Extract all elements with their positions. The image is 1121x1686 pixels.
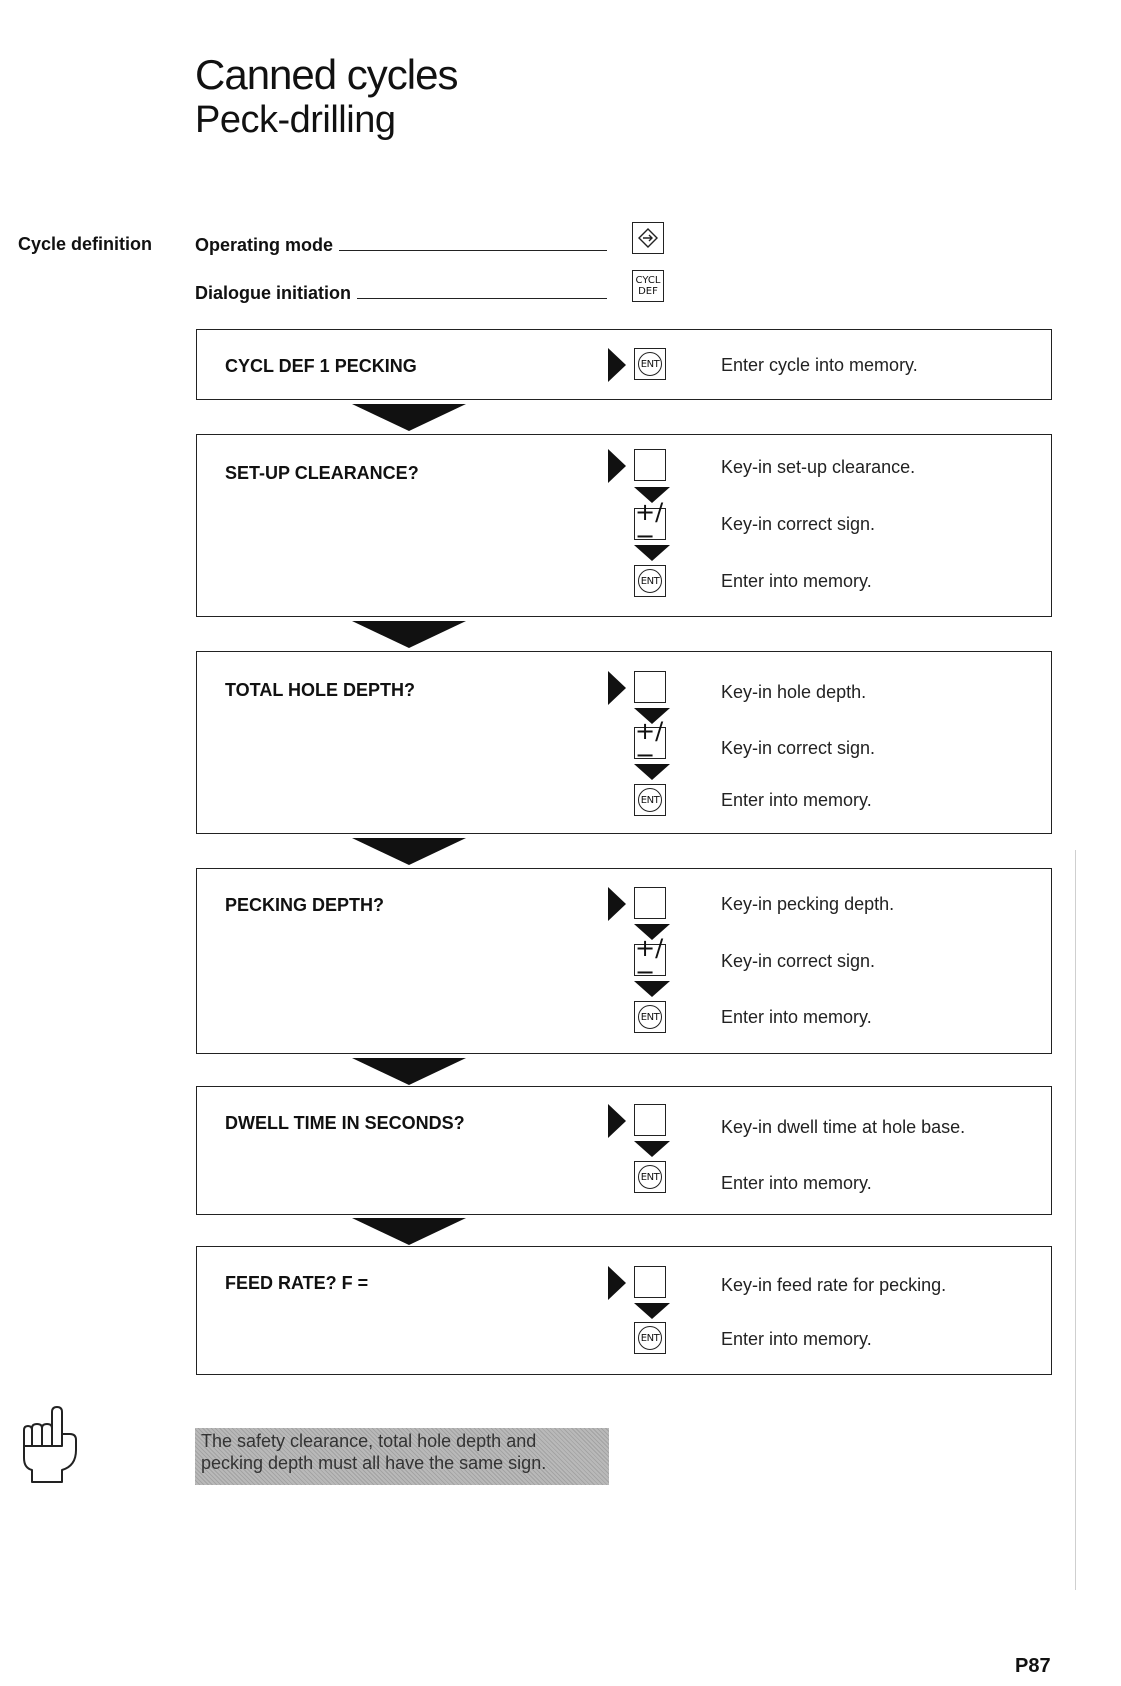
down-arrow-icon xyxy=(634,764,670,780)
step-action: Key-in feed rate for pecking. xyxy=(721,1275,947,1295)
ent-key-icon: ENT xyxy=(634,1161,666,1193)
operating-mode-row xyxy=(195,232,607,256)
dialogue-initiation-row xyxy=(195,280,607,304)
numeric-entry-key-icon xyxy=(634,449,666,481)
numeric-entry-key-icon xyxy=(634,1266,666,1298)
down-arrow-icon xyxy=(634,1141,670,1157)
ent-key-icon: ENT xyxy=(634,1322,666,1354)
sign-key-icon: +/− xyxy=(634,727,666,759)
step-prompt: PECKING DEPTH? xyxy=(225,895,385,915)
step-action: Key-in dwell time at hole base. xyxy=(721,1117,966,1137)
ent-key-icon: ENT xyxy=(634,1001,666,1033)
step-prompt: DWELL TIME IN SECONDS? xyxy=(225,1113,465,1133)
sign-key-icon: +/− xyxy=(634,944,666,976)
step-action: Enter into memory. xyxy=(721,571,872,591)
pointing-hand-icon xyxy=(18,1406,80,1489)
play-arrow-icon xyxy=(608,1104,626,1138)
down-arrow-icon xyxy=(634,545,670,561)
step-prompt: TOTAL HOLE DEPTH? xyxy=(225,680,416,700)
dialog-step-pecking-depth xyxy=(196,868,1052,1054)
note-text: The safety clearance, total hole depth and pecking depth must all have the same sign. xyxy=(195,1428,609,1485)
dialog-step-dwell-time xyxy=(196,1086,1052,1215)
operating-mode-label: Operating mode xyxy=(195,235,334,255)
step-action: Key-in correct sign. xyxy=(721,514,876,534)
cycl-def-key-icon xyxy=(632,270,664,302)
play-arrow-icon xyxy=(608,887,626,921)
numeric-entry-key-icon xyxy=(634,887,666,919)
step-action: Key-in set-up clearance. xyxy=(721,457,916,477)
flow-arrow-icon xyxy=(352,404,466,431)
step-prompt: SET-UP CLEARANCE? xyxy=(225,463,419,483)
down-arrow-icon xyxy=(634,981,670,997)
leader-line xyxy=(339,250,607,251)
ent-key-icon: ENT xyxy=(634,348,666,380)
cycl-def-key-line1: CYCL xyxy=(635,275,661,286)
play-arrow-icon xyxy=(608,348,626,382)
dialog-step-total-hole-depth xyxy=(196,651,1052,834)
cycl-def-key-line2: DEF xyxy=(638,286,658,297)
page-number: P87 xyxy=(1015,1655,1051,1677)
page-title: Canned cycles xyxy=(195,51,458,98)
program-mode-icon xyxy=(637,227,659,249)
flow-arrow-icon xyxy=(352,838,466,865)
step-action: Key-in correct sign. xyxy=(721,951,876,971)
step-action: Enter into memory. xyxy=(721,1329,872,1349)
step-action: Key-in hole depth. xyxy=(721,682,867,702)
dialog-step-setup-clearance xyxy=(196,434,1052,617)
dialog-step-feed-rate xyxy=(196,1246,1052,1375)
page-subtitle: Peck-drilling xyxy=(195,99,396,141)
step-action: Enter into memory. xyxy=(721,1173,872,1193)
numeric-entry-key-icon xyxy=(634,1104,666,1136)
ent-key-icon: ENT xyxy=(634,565,666,597)
step-action: Enter cycle into memory. xyxy=(721,355,918,375)
step-action: Enter into memory. xyxy=(721,790,872,810)
sign-key-icon: +/− xyxy=(634,508,666,540)
program-mode-key-icon xyxy=(632,222,664,254)
flow-arrow-icon xyxy=(352,621,466,648)
play-arrow-icon xyxy=(608,671,626,705)
margin-rule xyxy=(1075,850,1076,1590)
ent-key-icon: ENT xyxy=(634,784,666,816)
flow-arrow-icon xyxy=(352,1218,466,1245)
dialog-step-cycl-def xyxy=(196,329,1052,400)
down-arrow-icon xyxy=(634,1303,670,1319)
numeric-entry-key-icon xyxy=(634,671,666,703)
play-arrow-icon xyxy=(608,1266,626,1300)
step-action: Key-in correct sign. xyxy=(721,738,876,758)
dialogue-initiation-label: Dialogue initiation xyxy=(195,283,351,303)
step-prompt: CYCL DEF 1 PECKING xyxy=(225,356,417,376)
section-label-cycle-definition: Cycle definition xyxy=(18,234,153,254)
play-arrow-icon xyxy=(608,449,626,483)
step-action: Enter into memory. xyxy=(721,1007,872,1027)
step-action: Key-in pecking depth. xyxy=(721,894,895,914)
leader-line xyxy=(357,298,607,299)
flow-arrow-icon xyxy=(352,1058,466,1085)
step-prompt: FEED RATE? F = xyxy=(225,1273,369,1293)
